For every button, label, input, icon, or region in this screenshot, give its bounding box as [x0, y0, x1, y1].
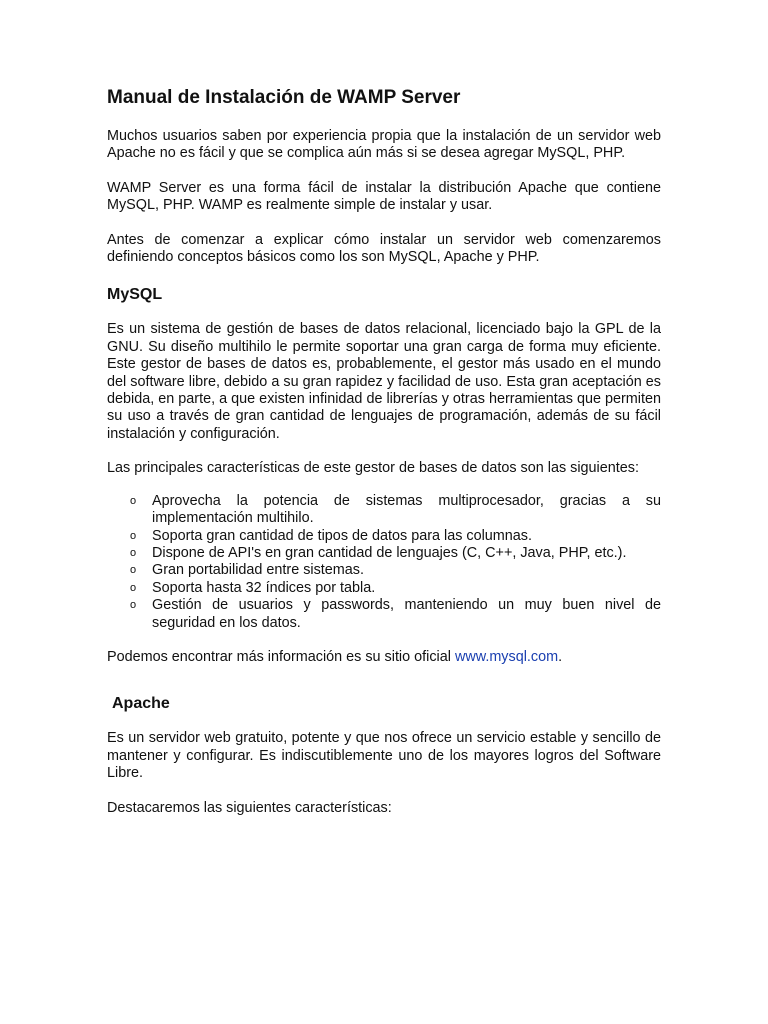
list-item-text: Soporta gran cantidad de tipos de datos para las columnas. [152, 527, 532, 544]
apache-paragraph-1: Es un servidor web gratuito, potente y que nos ofrece un servicio estable y sencillo de mantener y configurar. Es indiscutiblemente uno de los mayores logros del Software Libre. [107, 730, 661, 782]
list-item-text: Dispone de API's en gran cantidad de lenguajes (C, C++, Java, PHP, etc.). [152, 544, 627, 561]
mysql-feature-list [107, 493, 661, 632]
list-item [107, 528, 661, 545]
bullet-icon: o [130, 494, 137, 507]
more-info-end: . [558, 648, 563, 665]
intro-paragraph-2: WAMP Server es una forma fácil de instalar la distribución Apache que contiene MySQL, PHP. WAMP es realmente simple de instalar y usar. [107, 179, 661, 214]
mysql-heading: MySQL [107, 286, 163, 304]
list-item-text: Gestión de usuarios y passwords, manteniendo un muy buen nivel de seguridad en los datos. [152, 597, 661, 631]
list-item-text: Gran portabilidad entre sistemas. [152, 562, 364, 579]
mysql-paragraph-1: Es un sistema de gestión de bases de datos relacional, licenciado bajo la GPL de la GNU. Su diseño multihilo le permite soportar una gran carga de forma muy eficiente. Este gestor de bases de datos es, probablemente, el gestor más usado en el mundo del software libre, debido a su gran rapidez y facilidad de uso. Esta gran aceptación es debida, en parte, a que existen infinidad de librerías y otras herramientas que permiten su uso a través de gran cantidad de lenguajes de programación, además de su fácil instalación y configuración. [107, 321, 661, 442]
list-item [107, 493, 661, 528]
more-info-text: Podemos encontrar más información es su sitio oficial [107, 648, 455, 665]
document-title: Manual de Instalación de WAMP Server [107, 87, 461, 108]
list-item [107, 597, 661, 632]
bullet-icon: o [130, 564, 137, 577]
bullet-icon: o [130, 529, 137, 542]
apache-heading: Apache [112, 695, 170, 713]
intro-paragraph-1: Muchos usuarios saben por experiencia propia que la instalación de un servidor web Apache no es fácil y que se complica aún más si se desea agregar MySQL, PHP. [107, 128, 661, 162]
bullet-icon: o [130, 581, 137, 594]
list-item-text: Aprovecha la potencia de sistemas multiprocesador, gracias a su implementación multihilo. [152, 492, 661, 527]
apache-paragraph-2: Destacaremos las siguientes características: [107, 799, 392, 816]
list-item-text: Soporta hasta 32 índices por tabla. [152, 579, 376, 596]
mysql-paragraph-2: Las principales características de este gestor de bases de datos son las siguientes: [107, 460, 639, 477]
bullet-icon: o [130, 599, 137, 612]
mysql-more-info [107, 649, 661, 666]
list-item [107, 545, 661, 562]
list-item [107, 580, 661, 597]
intro-paragraph-3: Antes de comenzar a explicar cómo instalar un servidor web comenzaremos definiendo conceptos básicos como los son MySQL, Apache y PHP. [107, 231, 661, 266]
mysql-site-link[interactable]: www.mysql.com [454, 648, 559, 665]
list-item [107, 562, 661, 579]
bullet-icon: o [130, 546, 137, 559]
